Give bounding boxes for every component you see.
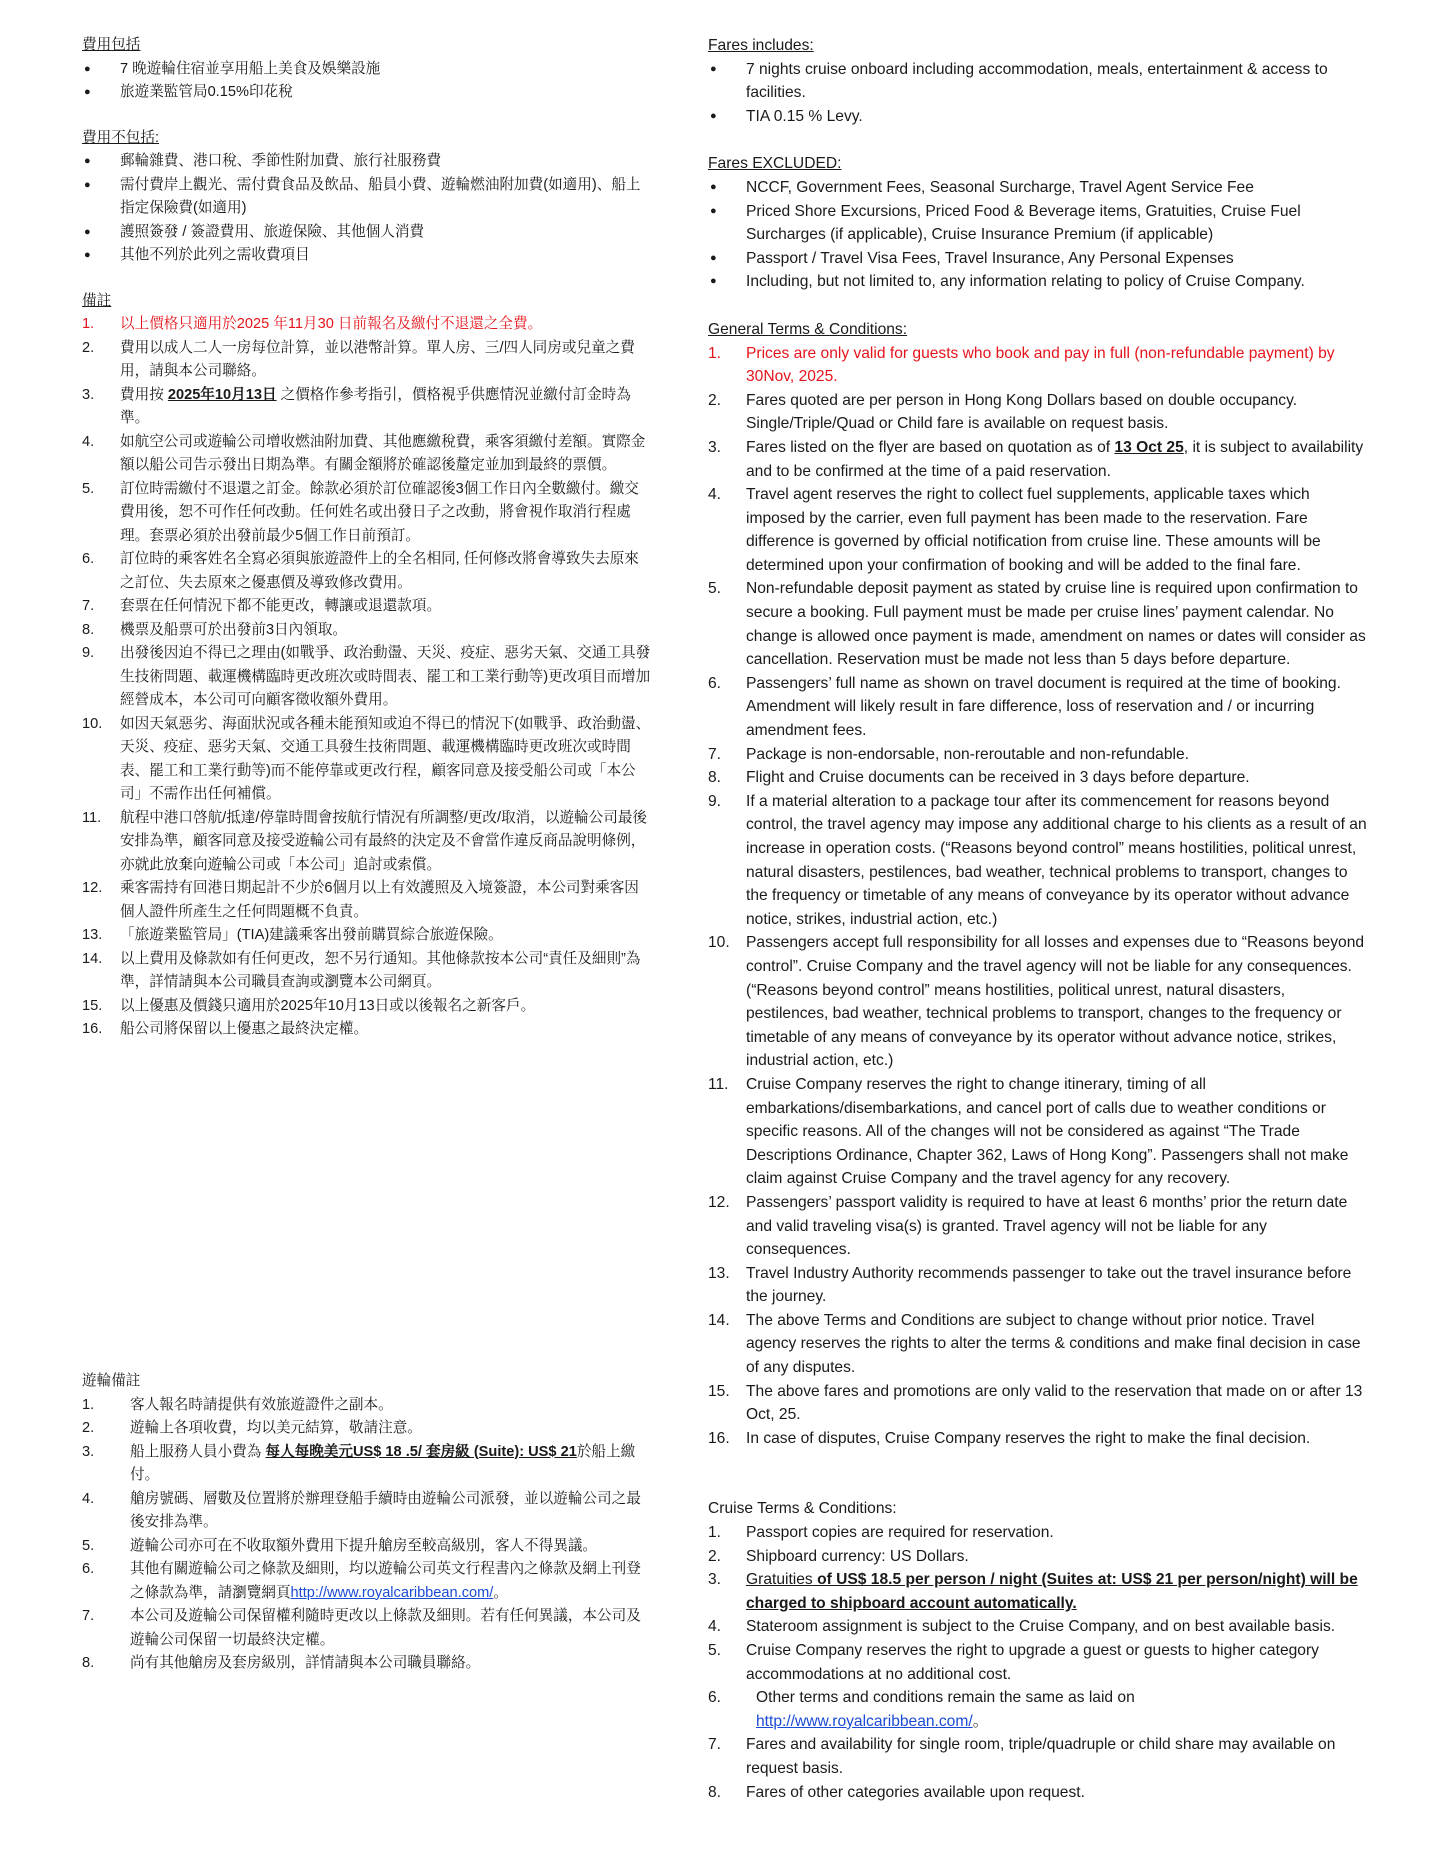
list-item: 6. Passengers’ full name as shown on travel document is required at the time of booking. Amendment will likely result in fare difference, loss of reservation and / or incurring amendment fees. xyxy=(708,674,1341,740)
list-item: 1. Prices are only valid for guests who book and pay in full (non-refundable payment) by 30Nov, 2025. xyxy=(708,344,1335,386)
en-fares-excluded xyxy=(708,152,1368,294)
list-item: ● 7 nights cruise onboard including accommodation, meals, entertainment & access to facilities. xyxy=(708,58,1368,105)
en-fares-includes xyxy=(708,34,1368,128)
list-item: 7. 本公司及遊輪公司保留權利隨時更改以上條款及細則。若有任何異議，本公司及遊輪公司保留一切最終決定權。 xyxy=(82,1608,641,1648)
en-general-heading: General Terms & Conditions: xyxy=(708,320,908,338)
list-item: 8. 機票及船票可於出發前3日內領取。 xyxy=(82,621,348,638)
zh-excludes-heading: 費用不包括: xyxy=(82,129,160,146)
list-item: ● 郵輪雜費、港口稅、季節性附加費、旅行社服務費 xyxy=(82,150,652,174)
zh-fares-includes xyxy=(82,34,652,105)
list-item: ● NCCF, Government Fees, Seasonal Surcharge, Travel Agent Service Fee xyxy=(708,176,1368,200)
list-item: 1. 以上價格只適用於2025 年11月30 日前報名及繳付不退還之全費。 xyxy=(82,316,543,332)
list-item: 14. The above Terms and Conditions are subject to change without prior notice. Travel agency reserves the rights to alter the terms & conditions and make final decision in case of any disputes. xyxy=(708,1311,1361,1377)
english-terms-column xyxy=(708,34,1368,1804)
zh-cruise-remarks xyxy=(82,1370,652,1676)
list-item: 5. 遊輪公司亦可在不收取額外費用下提升艙房至較高級別，客人不得異議。 xyxy=(82,1537,598,1554)
list-item: 14. 以上費用及條款如有任何更改，恕不另行通知。其他條款按本公司“責任及細則”為準，詳情請與本公司職員查詢或瀏覽本公司網頁。 xyxy=(82,950,641,990)
chinese-terms-column xyxy=(82,34,652,1042)
list-item: 12. 乘客需持有回港日期起計不少於6個月以上有效護照及入境簽證，本公司對乘客因個人證件所產生之任何問題概不負責。 xyxy=(82,880,639,920)
list-item: 10. Passengers accept full responsibility for all losses and expenses due to “Reasons beyond control”. Cruise Company and the travel agency will not be liable for any consequences. (“Reasons beyond control” means hostilities, political unrest, natural disasters, pestilences, bad weather, technical problems to transport, changes to the frequency or timetable of any means of conveyance by its operator without advance notice, strikes, industrial action, etc.) xyxy=(708,934,1365,1070)
list-item: 7. 套票在任何情況下都不能更改，轉讓或退還款項。 xyxy=(82,598,442,614)
list-item: 3. Gratuities of US$ 18.5 per person / night (Suites at: US$ 21 per person/night) will be charged to shipboard account automatically. xyxy=(708,1571,1358,1612)
list-item: ● Priced Shore Excursions, Priced Food & Beverage items, Gratuities, Cruise Fuel Surcharges (if applicable), Cruise Insurance Premium (if applicable) xyxy=(708,200,1368,247)
list-item: 13. 「旅遊業監管局」(TIA)建議乘客出發前購買綜合旅遊保險。 xyxy=(82,927,503,943)
list-item: 1. Passport copies are required for reservation. xyxy=(708,1524,1054,1542)
list-item: 13. Travel Industry Authority recommends passenger to take out the travel insurance before the journey. xyxy=(708,1264,1352,1306)
list-item: ● Including, but not limited to, any information relating to policy of Cruise Company. xyxy=(708,270,1368,294)
list-item: 8. Flight and Cruise documents can be received in 3 days before departure. xyxy=(708,769,1250,787)
list-item: 6. 訂位時的乘客姓名全寫必須與旅遊證件上的全名相同, 任何修改將會導致失去原來之訂位、失去原來之優惠價及導致修改費用。 xyxy=(82,551,639,591)
list-item: ● 護照簽發 / 簽證費用、旅遊保險、其他個人消費 xyxy=(82,221,652,245)
list-item: 2. Shipboard currency: US Dollars. xyxy=(708,1547,969,1565)
list-item: 2. 費用以成人二人一房每位計算，並以港幣計算。單人房、三/四人同房或兒童之費用，請與本公司聯絡。 xyxy=(82,339,635,379)
list-item: 7. Package is non-endorsable, non-reroutable and non-refundable. xyxy=(708,745,1189,763)
list-item: 11. Cruise Company reserves the right to change itinerary, timing of all embarkations/disembarkations, and cancel port of calls due to weather conditions or specific reasons. All of the changes will not be considered as against “The Trade Descriptions Ordinance, Chapter 362, Laws of Hong Kong”. Passengers shall not make claim against Cruise Company and the travel agency for any recovery. xyxy=(708,1075,1349,1188)
list-item: 16. In case of disputes, Cruise Company reserves the right to make the final decision. xyxy=(708,1429,1311,1447)
list-item: ● TIA 0.15 % Levy. xyxy=(708,105,1368,129)
list-item: 12. Passengers’ passport validity is required to have at least 6 months’ prior the return date and valid traveling visa(s) is granted. Travel agency will not be liable for any consequences. xyxy=(708,1193,1348,1259)
list-item: 9. If a material alteration to a package tour after its commencement for reasons beyond control, the travel agency may impose any additional charge to his clients as a result of an increase in operation costs. (“Reasons beyond control” means hostilities, political unrest, natural disasters, pestilences, bad weather, technical problems to transport, changes to the frequency or timetable of any means of conveyance by its operator without advance notice, strikes, industrial action, etc.) xyxy=(708,792,1367,928)
list-item: 6. 其他有關遊輪公司之條款及細則，均以遊輪公司英文行程書內之條款及網上刊登之條款為準，請瀏覽網頁http://www.royalcaribbean.com/。 xyxy=(82,1561,641,1601)
list-item: 6. Other terms and conditions remain the same as laid on http://www.royalcaribbean.com/。 xyxy=(708,1689,1135,1730)
royalcaribbean-link[interactable]: http://www.royalcaribbean.com/ xyxy=(290,1584,494,1601)
list-item: 2. 遊輪上各項收費，均以美元結算，敬請注意。 xyxy=(82,1420,422,1436)
zh-includes-heading: 費用包括 xyxy=(82,37,141,53)
royalcaribbean-link[interactable]: http://www.royalcaribbean.com/ xyxy=(756,1712,973,1730)
list-item: 8. 尚有其他艙房及套房級別，詳情請與本公司職員聯絡。 xyxy=(82,1655,481,1671)
list-item: 3. 船上服務人員小費為 每人每晚美元US$ 18 .5/ 套房級 (Suite): US$ 21於船上繳付。 xyxy=(82,1443,636,1483)
list-item: 5. Non-refundable deposit payment as stated by cruise line is required upon confirmation to secure a booking. Full payment must be made per cruise lines’ payment calendar. No change is allowed once payment is made, amendment on names or dates will consider as cancellation. Reservation must be made not less than 5 days before departure. xyxy=(708,580,1366,669)
list-item: 8. Fares of other categories available upon request. xyxy=(708,1783,1085,1801)
zh-fares-excludes xyxy=(82,127,652,268)
list-item: 15. The above fares and promotions are only valid to the reservation that made on or after 13 Oct, 25. xyxy=(708,1382,1363,1424)
list-item: ● 7 晚遊輪住宿並享用船上美食及娛樂設施 xyxy=(82,58,652,82)
list-item: 4. 如航空公司或遊輪公司增收燃油附加費、其他應繳稅費，乘客須繳付差額。實際金額以船公司告示發出日期為準。有關金額將於確認後釐定並加到最終的票價。 xyxy=(82,433,646,473)
zh-remarks-heading: 備註 xyxy=(82,292,112,309)
list-item: 15. 以上優惠及價錢只適用於2025年10月13日或以後報名之新客戶。 xyxy=(82,997,536,1014)
en-excluded-heading: Fares EXCLUDED: xyxy=(708,155,842,173)
list-item: 4. Travel agent reserves the right to collect fuel supplements, applicable taxes which imposed by the carrier, even full payment has been made to the reservation. Fare difference is governed by official notification from cruise line. These amounts will be determined upon your confirmation of booking and will be added to the final fare. xyxy=(708,486,1321,574)
en-cruise-heading: Cruise Terms & Conditions: xyxy=(708,1500,897,1518)
list-item: 10. 如因天氣惡劣、海面狀況或各種未能預知或迫不得已的情況下(如戰爭、政治動盪、天災、疫症、惡劣天氣、交通工具發生技術問題、載運機構臨時更改班次或時間表、罷工和工業行動等)而不能停靠或更改行程，顧客同意及接受船公司或「本公司」不需作出任何補償。 xyxy=(82,715,651,802)
list-item: 3. 費用按 2025年10月13日 之價格作參考指引，價格視乎供應情況並繳付訂金時為準。 xyxy=(82,386,631,426)
en-includes-heading: Fares includes: xyxy=(708,37,814,54)
list-item: 3. Fares listed on the flyer are based on quotation as of 13 Oct 25, it is subject to availability and to be confirmed at the time of a paid reservation. xyxy=(708,438,1364,480)
list-item: 9. 出發後因迫不得已之理由(如戰爭、政治動盪、天災、疫症、惡劣天氣、交通工具發生技術問題、載運機構臨時更改班次或時間表、罷工和工業行動等)更改項目而增加經營成本，本公司可向顧客徵收額外費用。 xyxy=(82,645,651,708)
list-item: 1. 客人報名時請提供有效旅遊證件之副本。 xyxy=(82,1396,393,1413)
list-item: ● 其他不列於此列之需收費項目 xyxy=(82,244,652,268)
en-cruise-terms xyxy=(708,1497,1368,1804)
list-item: ● 需付費岸上觀光、需付費食品及飲品、船員小費、遊輪燃油附加費(如適用)、船上指定保險費(如適用) xyxy=(82,174,652,221)
en-general-terms xyxy=(708,318,1368,1451)
list-item: ● Passport / Travel Visa Fees, Travel Insurance, Any Personal Expenses xyxy=(708,247,1368,271)
list-item: 2. Fares quoted are per person in Hong Kong Dollars based on double occupancy. Single/Triple/Quad or Child fare is available on request basis. xyxy=(708,391,1298,433)
list-item: 5. Cruise Company reserves the right to upgrade a guest or guests to higher category accommodations at no additional cost. xyxy=(708,1642,1319,1683)
list-item: 11. 航程中港口啓航/抵達/停靠時間會按航行情況有所調整/更改/取消，以遊輪公司最後安排為準，顧客同意及接受遊輪公司有最終的決定及不會當作違反商品說明條例，亦就此放棄向遊輪公司或「本公司」追討或索償。 xyxy=(82,809,648,873)
list-item: 4. Stateroom assignment is subject to the Cruise Company, and on best available basis. xyxy=(708,1618,1336,1636)
list-item: 4. 艙房號碼、層數及位置將於辦理登船手續時由遊輪公司派發，並以遊輪公司之最後安排為準。 xyxy=(82,1490,641,1530)
zh-cruise-remarks-heading: 遊輪備註 xyxy=(82,1373,141,1389)
list-item: 16. 船公司將保留以上優惠之最終決定權。 xyxy=(82,1021,369,1037)
list-item: ● 旅遊業監管局0.15%印花稅 xyxy=(82,81,652,105)
zh-remarks xyxy=(82,290,652,1042)
list-item: 5. 訂位時需繳付不退還之訂金。餘款必須於訂位確認後3個工作日內全數繳付。繳交費用後，恕不可作任何改動。任何姓名或出發日子之改動，將會視作取消行程處理。套票必須於出發前最少5個工作日前預訂。 xyxy=(82,480,639,544)
list-item: 7. Fares and availability for single room, triple/quadruple or child share may available on request basis. xyxy=(708,1736,1336,1777)
